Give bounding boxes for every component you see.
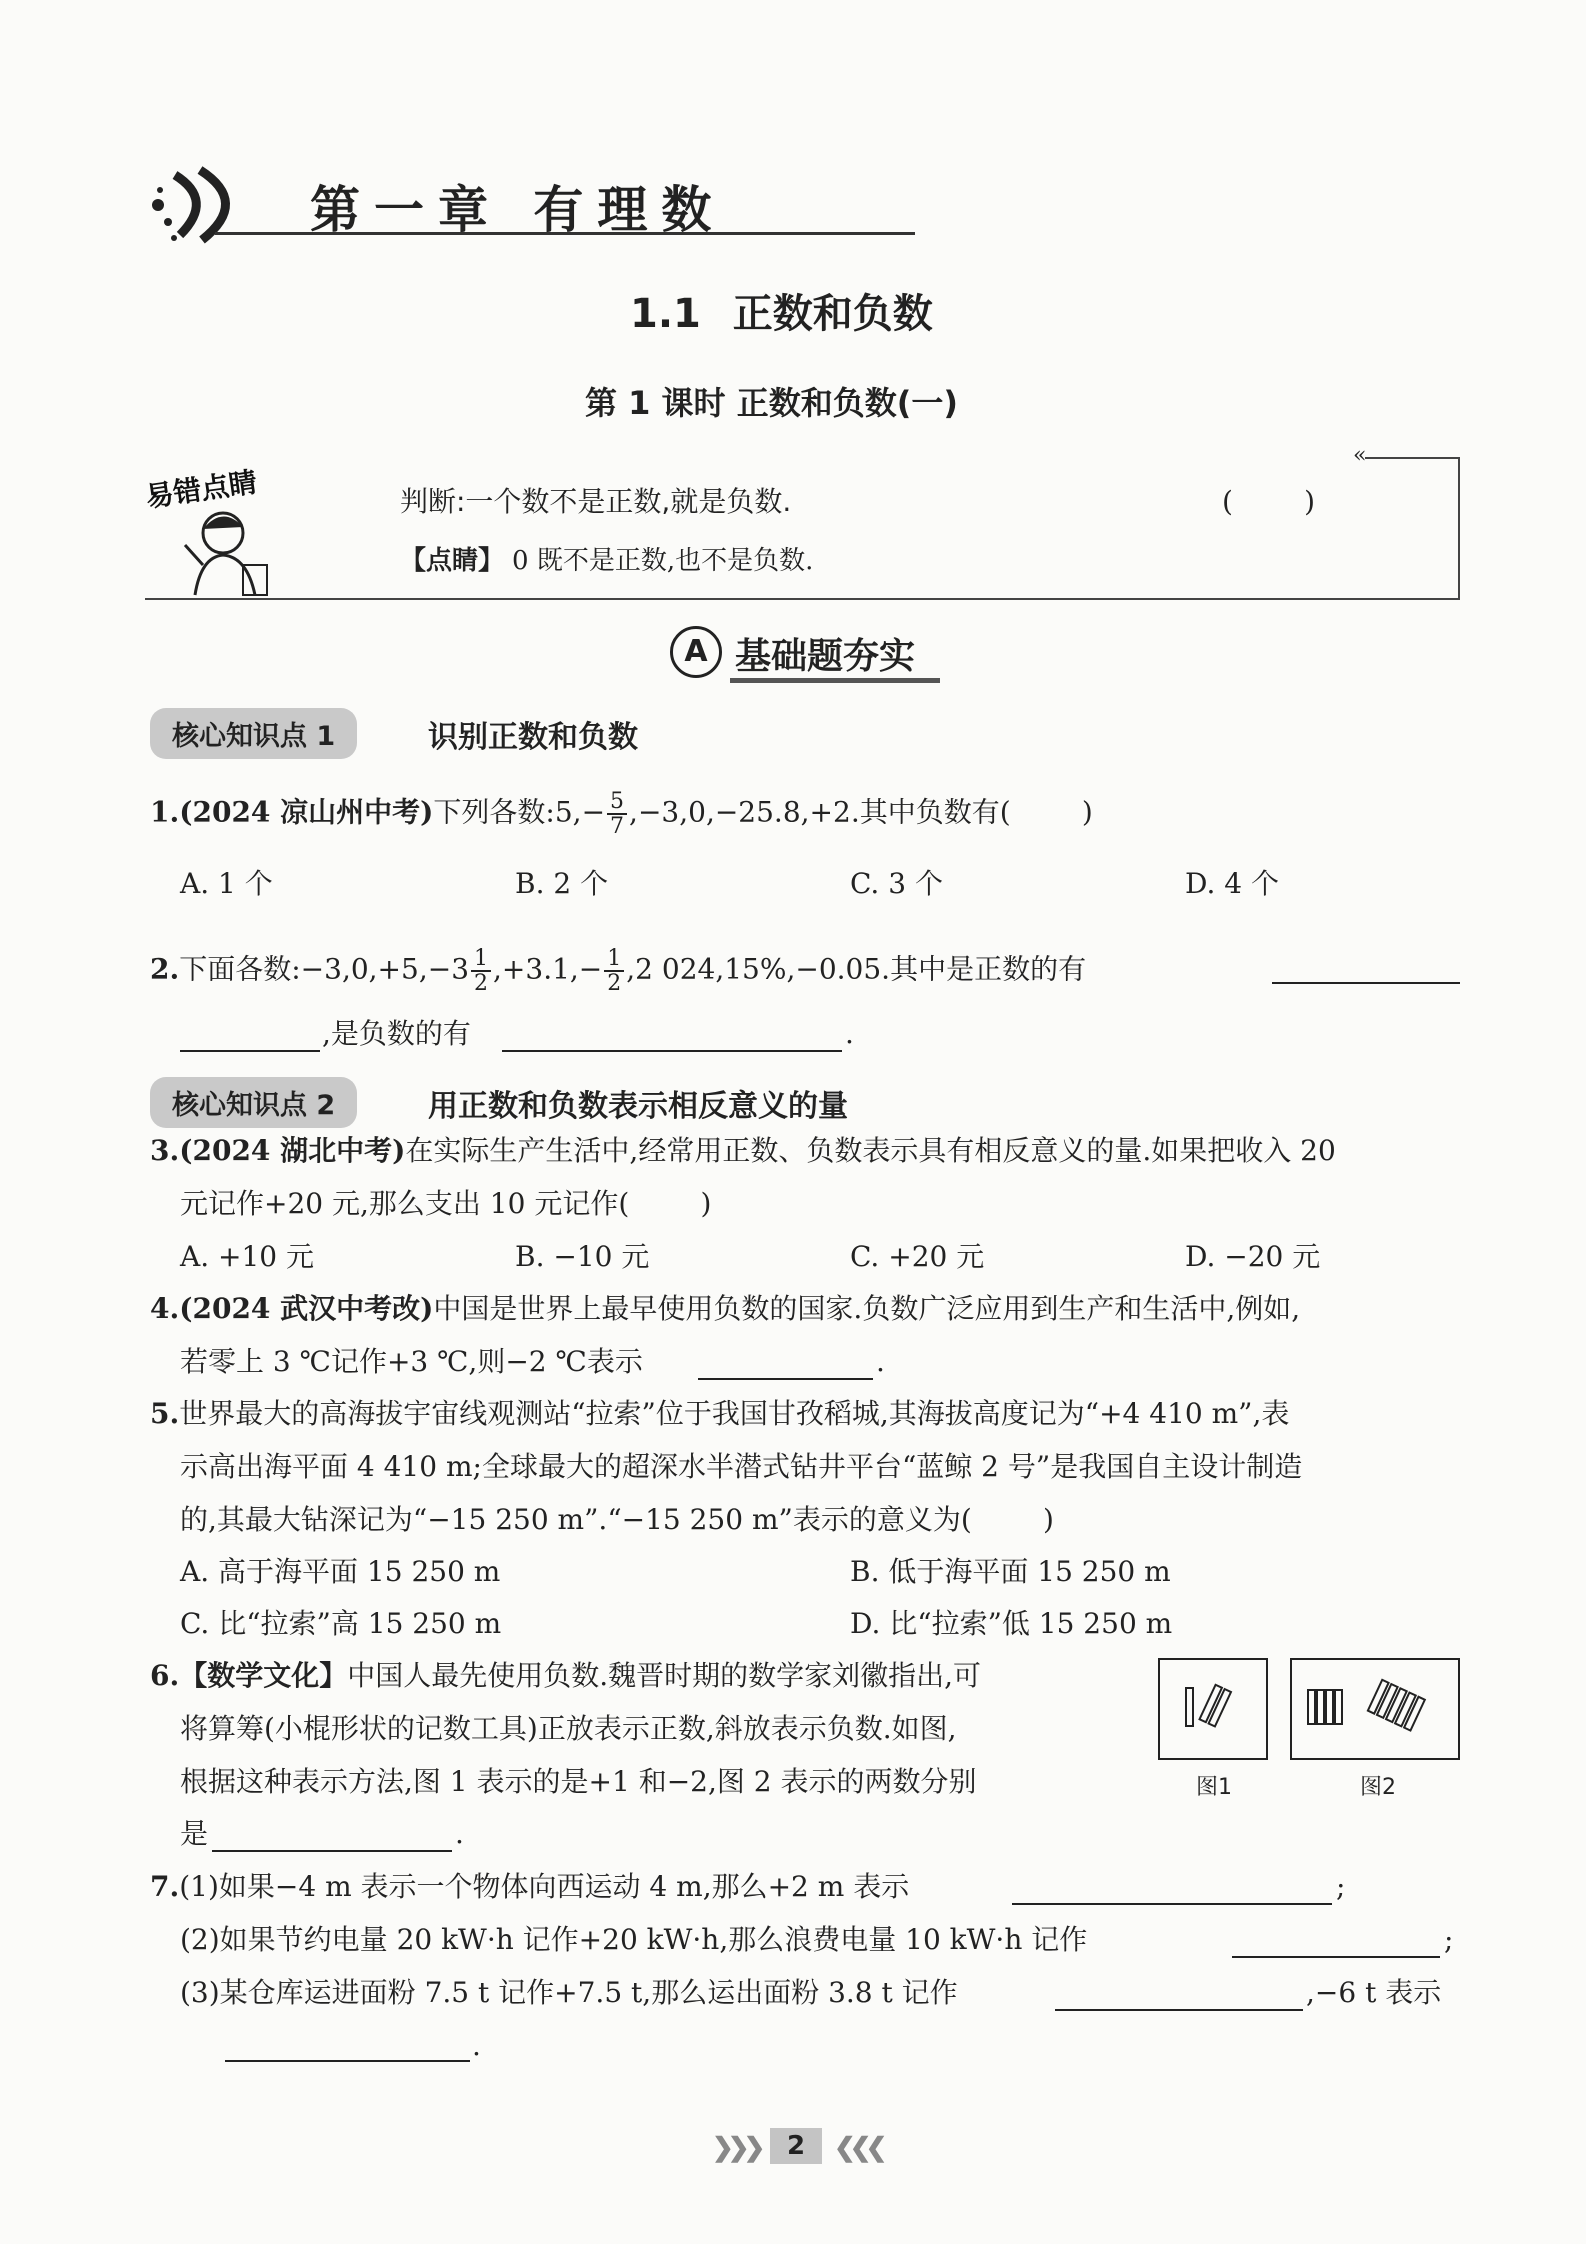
question-text: (1)如果−4 m 表示一个物体向西运动 4 m,那么+2 m 表示 <box>179 1870 910 1903</box>
figure-2-caption: 图2 <box>1360 1775 1396 1800</box>
question-7-part2: (2)如果节约电量 20 kW·h 记作+20 kW·h,那么浪费电量 10 kW·h 记作 <box>180 1923 1088 1956</box>
question-source: (2024 湖北中考) <box>179 1134 406 1167</box>
student-figure-icon <box>165 505 285 600</box>
fraction <box>604 947 624 995</box>
fraction <box>607 790 627 838</box>
q1-option-a[interactable]: A. 1 个 <box>180 867 273 900</box>
part-a-title: 基础题夯实 <box>735 636 916 677</box>
fraction-numerator: 5 <box>607 790 627 815</box>
page-number: 2 <box>770 2128 822 2164</box>
error-bracket: ( ) <box>1222 485 1316 518</box>
answer-blank-q2-positive-cont[interactable] <box>180 1050 320 1052</box>
question-2 <box>150 947 1086 995</box>
fraction-denominator: 2 <box>607 971 622 997</box>
q5-option-b[interactable]: B. 低于海平面 15 250 m <box>850 1555 1171 1588</box>
fraction <box>471 947 491 995</box>
question-6-line4: 是 <box>180 1817 209 1850</box>
question-number: 5. <box>150 1397 180 1430</box>
question-text: 中国是世界上最早使用负数的国家.负数广泛应用到生产和生活中,例如, <box>433 1292 1301 1325</box>
answer-blank-q7-3a[interactable] <box>1055 2009 1303 2011</box>
question-6 <box>150 1659 982 1692</box>
answer-blank-q7-1[interactable] <box>1012 1903 1332 1905</box>
question-text: 中国人最先使用负数.魏晋时期的数学家刘徽指出,可 <box>347 1659 982 1692</box>
question-text: 在实际生产生活中,经常用正数、负数表示具有相反意义的量.如果把收入 20 <box>405 1134 1336 1167</box>
question-1 <box>150 790 1093 838</box>
page-left-arrows: ❯❯❯ <box>712 2133 760 2163</box>
answer-blank-q2-positive[interactable] <box>1272 982 1460 984</box>
knowledge-point-title-2: 用正数和负数表示相反意义的量 <box>428 1089 848 1124</box>
knowledge-point-tag-1: 核心知识点 1 <box>150 708 357 759</box>
chapter-underline <box>215 232 915 235</box>
q4-end: . <box>876 1345 885 1378</box>
question-text: 下面各数:−3,0,+5,−3 <box>179 952 470 986</box>
question-source: (2024 凉山州中考) <box>179 795 434 829</box>
question-number: 4. <box>150 1292 180 1325</box>
q1-option-b[interactable]: B. 2 个 <box>515 867 609 900</box>
question-source: 【数学文化】 <box>179 1659 348 1692</box>
section-title: 1.1 正数和负数 <box>630 291 933 337</box>
question-text: ,+3.1,− <box>493 952 603 986</box>
question-5-line3: 的,其最大钻深记为“−15 250 m”.“−15 250 m”表示的意义为( ) <box>180 1503 1054 1536</box>
figure-2-counting-rods <box>1290 1658 1460 1760</box>
knowledge-point-tag-2: 核心知识点 2 <box>150 1077 357 1128</box>
question-3-line2: 元记作+20 元,那么支出 10 元记作( ) <box>180 1187 712 1220</box>
question-number: 3. <box>150 1134 180 1167</box>
q7-3-end: . <box>472 2029 481 2062</box>
question-text: ,−3,0,−25.8,+2.其中负数有( ) <box>629 795 1093 829</box>
q7-2-end: ; <box>1444 1923 1454 1956</box>
knowledge-point-title-1: 识别正数和负数 <box>428 720 638 755</box>
error-hint <box>400 540 813 577</box>
answer-blank-q4[interactable] <box>698 1378 873 1380</box>
question-source: (2024 武汉中考改) <box>179 1292 434 1325</box>
error-logo-text: 易错点睛 <box>143 465 259 514</box>
answer-blank-q6[interactable] <box>212 1850 452 1852</box>
part-a-badge: A <box>670 626 722 678</box>
q7-1-end: ; <box>1336 1870 1346 1903</box>
question-4-line2: 若零上 3 ℃记作+3 ℃,则−2 ℃表示 <box>180 1345 643 1378</box>
question-4 <box>150 1292 1301 1325</box>
chapter-title: 第一章 有理数 <box>310 180 726 239</box>
question-7 <box>150 1870 910 1903</box>
q3-option-d[interactable]: D. −20 元 <box>1185 1240 1321 1273</box>
answer-blank-q2-negative[interactable] <box>502 1050 842 1052</box>
question-number: 1. <box>150 795 180 829</box>
q3-option-b[interactable]: B. −10 元 <box>515 1240 650 1273</box>
lesson-title: 第 1 课时 正数和负数(一) <box>585 384 958 422</box>
question-3 <box>150 1134 1336 1167</box>
hint-text: 0 既不是正数,也不是负数. <box>512 546 814 576</box>
question-text: 下列各数:5,− <box>433 795 606 829</box>
question-number: 6. <box>150 1659 180 1692</box>
page-right-arrows: ❮❮❮ <box>834 2133 882 2163</box>
chapter-logo-icon <box>140 160 260 250</box>
q5-option-c[interactable]: C. 比“拉索”高 15 250 m <box>180 1607 502 1640</box>
question-6-line2: 将算筹(小棍形状的记数工具)正放表示正数,斜放表示负数.如图, <box>180 1712 957 1745</box>
fraction-denominator: 2 <box>474 971 489 997</box>
question-5 <box>150 1397 1290 1430</box>
fraction-numerator: 1 <box>471 947 491 972</box>
figure-1-caption: 图1 <box>1196 1775 1232 1800</box>
q1-option-c[interactable]: C. 3 个 <box>850 867 943 900</box>
error-logo <box>145 460 305 600</box>
fraction-denominator: 7 <box>610 814 625 840</box>
answer-blank-q7-3b[interactable] <box>225 2060 470 2062</box>
q6-end: . <box>455 1817 464 1850</box>
question-text: ,2 024,15%,−0.05.其中是正数的有 <box>626 952 1087 986</box>
fraction-numerator: 1 <box>604 947 624 972</box>
q2-line2-text: ,是负数的有 <box>322 1017 471 1050</box>
q3-option-c[interactable]: C. +20 元 <box>850 1240 985 1273</box>
q2-line2-end: . <box>845 1017 854 1050</box>
question-6-line3: 根据这种表示方法,图 1 表示的是+1 和−2,图 2 表示的两数分别 <box>180 1765 977 1798</box>
error-statement: 判断:一个数不是正数,就是负数. <box>400 485 792 518</box>
answer-blank-q7-2[interactable] <box>1232 1956 1440 1958</box>
part-a-underline <box>730 678 940 683</box>
figure-1-counting-rods <box>1158 1658 1268 1760</box>
q7-3-mid: ,−6 t 表示 <box>1306 1976 1442 2009</box>
question-7-part3: (3)某仓库运进面粉 7.5 t 记作+7.5 t,那么运出面粉 3.8 t 记作 <box>180 1976 958 2009</box>
q3-option-a[interactable]: A. +10 元 <box>180 1240 315 1273</box>
question-number: 7. <box>150 1870 180 1903</box>
question-number: 2. <box>150 952 180 986</box>
error-hint-box: « <box>145 455 1460 600</box>
hint-label: 【点睛】 <box>400 546 505 576</box>
q1-option-d[interactable]: D. 4 个 <box>1185 867 1279 900</box>
question-5-line2: 示高出海平面 4 410 m;全球最大的超深水半潜式钻井平台“蓝鲸 2 号”是我国自主设计制造 <box>180 1450 1303 1483</box>
q5-option-d[interactable]: D. 比“拉索”低 15 250 m <box>850 1607 1173 1640</box>
question-text: 世界最大的高海拔宇宙线观测站“拉索”位于我国甘孜稻城,其海拔高度记为“+4 410 m”,表 <box>179 1397 1290 1430</box>
q5-option-a[interactable]: A. 高于海平面 15 250 m <box>180 1555 501 1588</box>
